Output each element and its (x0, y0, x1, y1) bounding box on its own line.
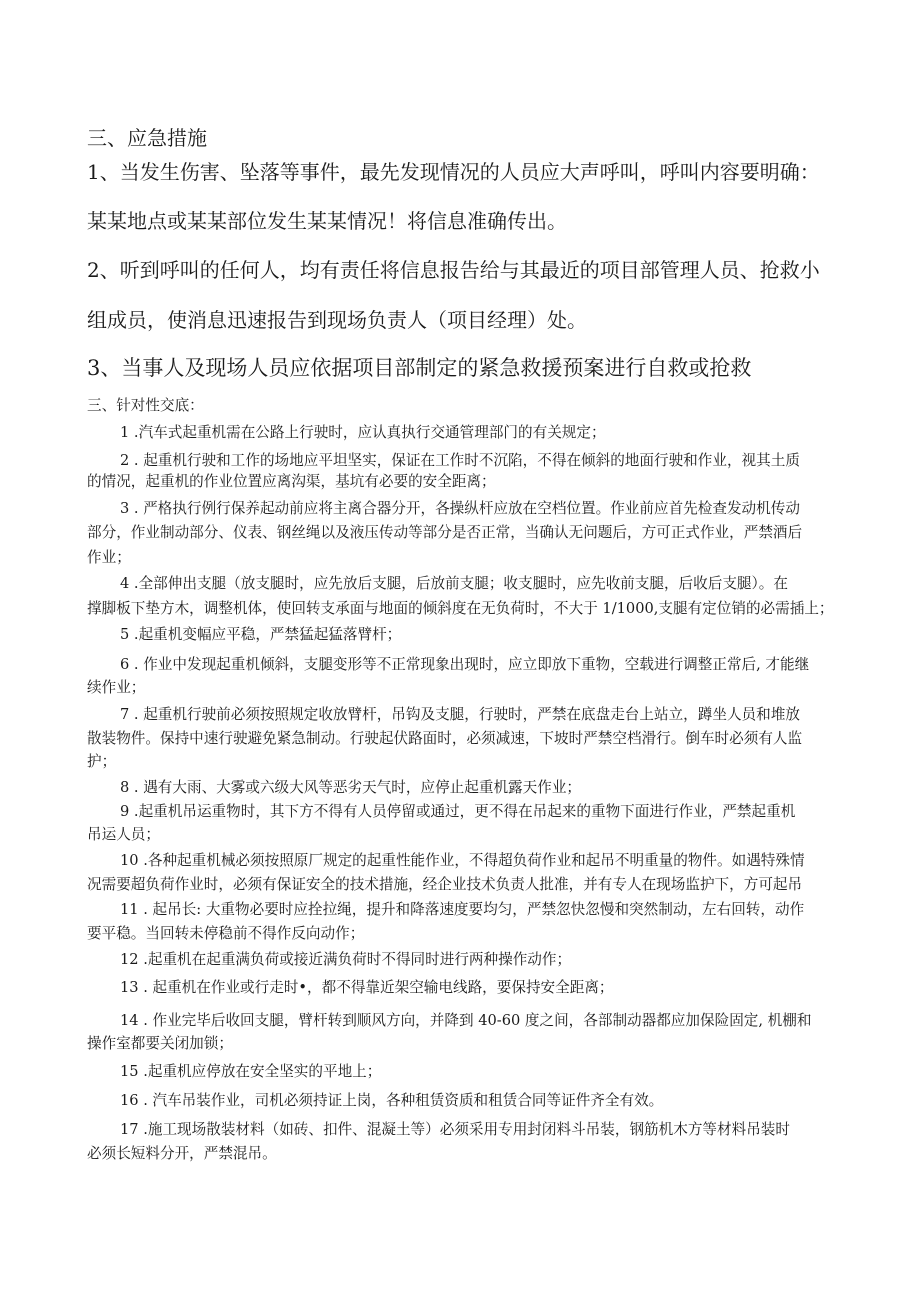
emergency-item-2-line-1: 2、听到呼叫的任何人，均有责任将信息报告给与其最近的项目部管理人员、抢救小 (87, 258, 820, 282)
briefing-line: 5 .起重机变幅应平稳，严禁猛起猛落臂杆； (120, 626, 402, 643)
briefing-line: 13 . 起重机在作业或行走时•，都不得靠近架空输电线路，要保持安全距离； (120, 979, 614, 996)
briefing-line: 7 . 起重机行驶前必须按照规定收放臂杆，吊钩及支腿，行驶时，严禁在底盘走台上站立，蹲坐人员和堆放 (120, 706, 800, 723)
briefing-line: 14 . 作业完毕后收回支腿，臂杆转到顺风方向，并降到 40-60 度之间，各部制动器都应加保险固定, 机棚和 (120, 1012, 812, 1029)
targeted-briefing-heading: 三、针对性交底： (87, 397, 204, 414)
briefing-line: 17 .施工现场散装材料（如砖、扣件、混凝土等）必须采用专用封闭料斗吊装，钢筋机木方等材料吊装时 (120, 1121, 790, 1138)
briefing-line: 的情况，起重机的作业位置应离沟渠，基坑有必要的安全距离； (87, 473, 496, 490)
briefing-line: 15 .起重机应停放在安全坚实的平地上； (120, 1063, 382, 1080)
briefing-line: 4 .全部伸出支腿（放支腿时，应先放后支腿，后放前支腿；收支腿时，应先收前支腿，后收后支腿）。在 (120, 575, 788, 592)
briefing-line: 8 . 遇有大雨、大雾或六级大风等恶劣天气时，应停止起重机露天作业； (120, 779, 582, 796)
briefing-line: 吊运人员； (87, 826, 160, 843)
emergency-item-1-line-1: 1、当发生伤害、坠落等事件，最先发现情况的人员应大声呼叫，呼叫内容要明确： (87, 160, 820, 184)
briefing-line: 1 .汽车式起重机需在公路上行驶时，应认真执行交通管理部门的有关规定； (120, 424, 606, 441)
briefing-line: 况需要超负荷作业时，必须有保证安全的技术措施，经企业技术负责人批准，并有专人在现场监护下，方可起吊 (87, 876, 803, 893)
briefing-line: 部分，作业制动部分、仪表、钢丝绳以及液压传动等部分是否正常，当确认无问题后，方可正式作业，严禁酒后 (87, 524, 803, 541)
briefing-line: 要平稳。当回转未停稳前不得作反向动作； (87, 925, 365, 942)
briefing-line: 护； (87, 753, 117, 770)
briefing-line: 2 . 起重机行驶和工作的场地应平坦坚实，保证在工作时不沉陷，不得在倾斜的地面行驶和作业，视其土质 (120, 452, 800, 469)
briefing-line: 9 .起重机吊运重物时，其下方不得有人员停留或通过，更不得在吊起来的重物下面进行作业，严禁起重机 (120, 803, 796, 820)
briefing-line: 6 . 作业中发现起重机倾斜，支腿变形等不正常现象出现时，应立即放下重物，空载进行调整正常后, 才能继 (120, 656, 810, 673)
briefing-line: 3 . 严格执行例行保养起动前应将主离合器分开，各操纵杆应放在空档位置。作业前应首先检查发动机传动 (120, 500, 800, 517)
briefing-line: 续作业； (87, 679, 146, 696)
briefing-line: 作业； (87, 549, 131, 566)
briefing-line: 操作室都要关闭加锁； (87, 1035, 233, 1052)
emergency-item-1-line-2: 某某地点或某某部位发生某某情况！将信息准确传出。 (87, 209, 567, 233)
briefing-line: 散装物件。保持中速行驶避免紧急制动。行驶起伏路面时，必须减速，下坡时严禁空档滑行。倒车时必须有人监 (87, 730, 803, 747)
briefing-line: 12 .起重机在起重满负荷或接近满负荷时不得同时进行两种操作动作； (120, 951, 572, 968)
briefing-line: 11 . 起吊长: 大重物必要时应拴拉绳，提升和降落速度要均匀，严禁忽快忽慢和突然制动，左右回转，动作 (120, 901, 805, 918)
emergency-heading: 三、应急措施 (87, 126, 207, 150)
briefing-line: 必须长短料分开，严禁混吊。 (87, 1145, 277, 1162)
emergency-item-3-line-1: 3、当事人及现场人员应依据项目部制定的紧急救援预案进行自救或抢救 (87, 356, 752, 380)
briefing-line: 10 .各种起重机械必须按照原厂规定的起重性能作业，不得超负荷作业和起吊不明重量的物件。如遇特殊情 (120, 852, 805, 869)
briefing-line: 16 . 汽车吊装作业，司机必须持证上岗，各种租赁资质和租赁合同等证件齐全有效。 (120, 1092, 664, 1109)
briefing-line: 撑脚板下垫方木，调整机体，使回转支承面与地面的倾斜度在无负荷时，不大于 1/1000,支腿有定位销的必需插上； (87, 600, 834, 617)
emergency-item-2-line-2: 组成员，使消息迅速报告到现场负责人（项目经理）处。 (87, 308, 587, 332)
